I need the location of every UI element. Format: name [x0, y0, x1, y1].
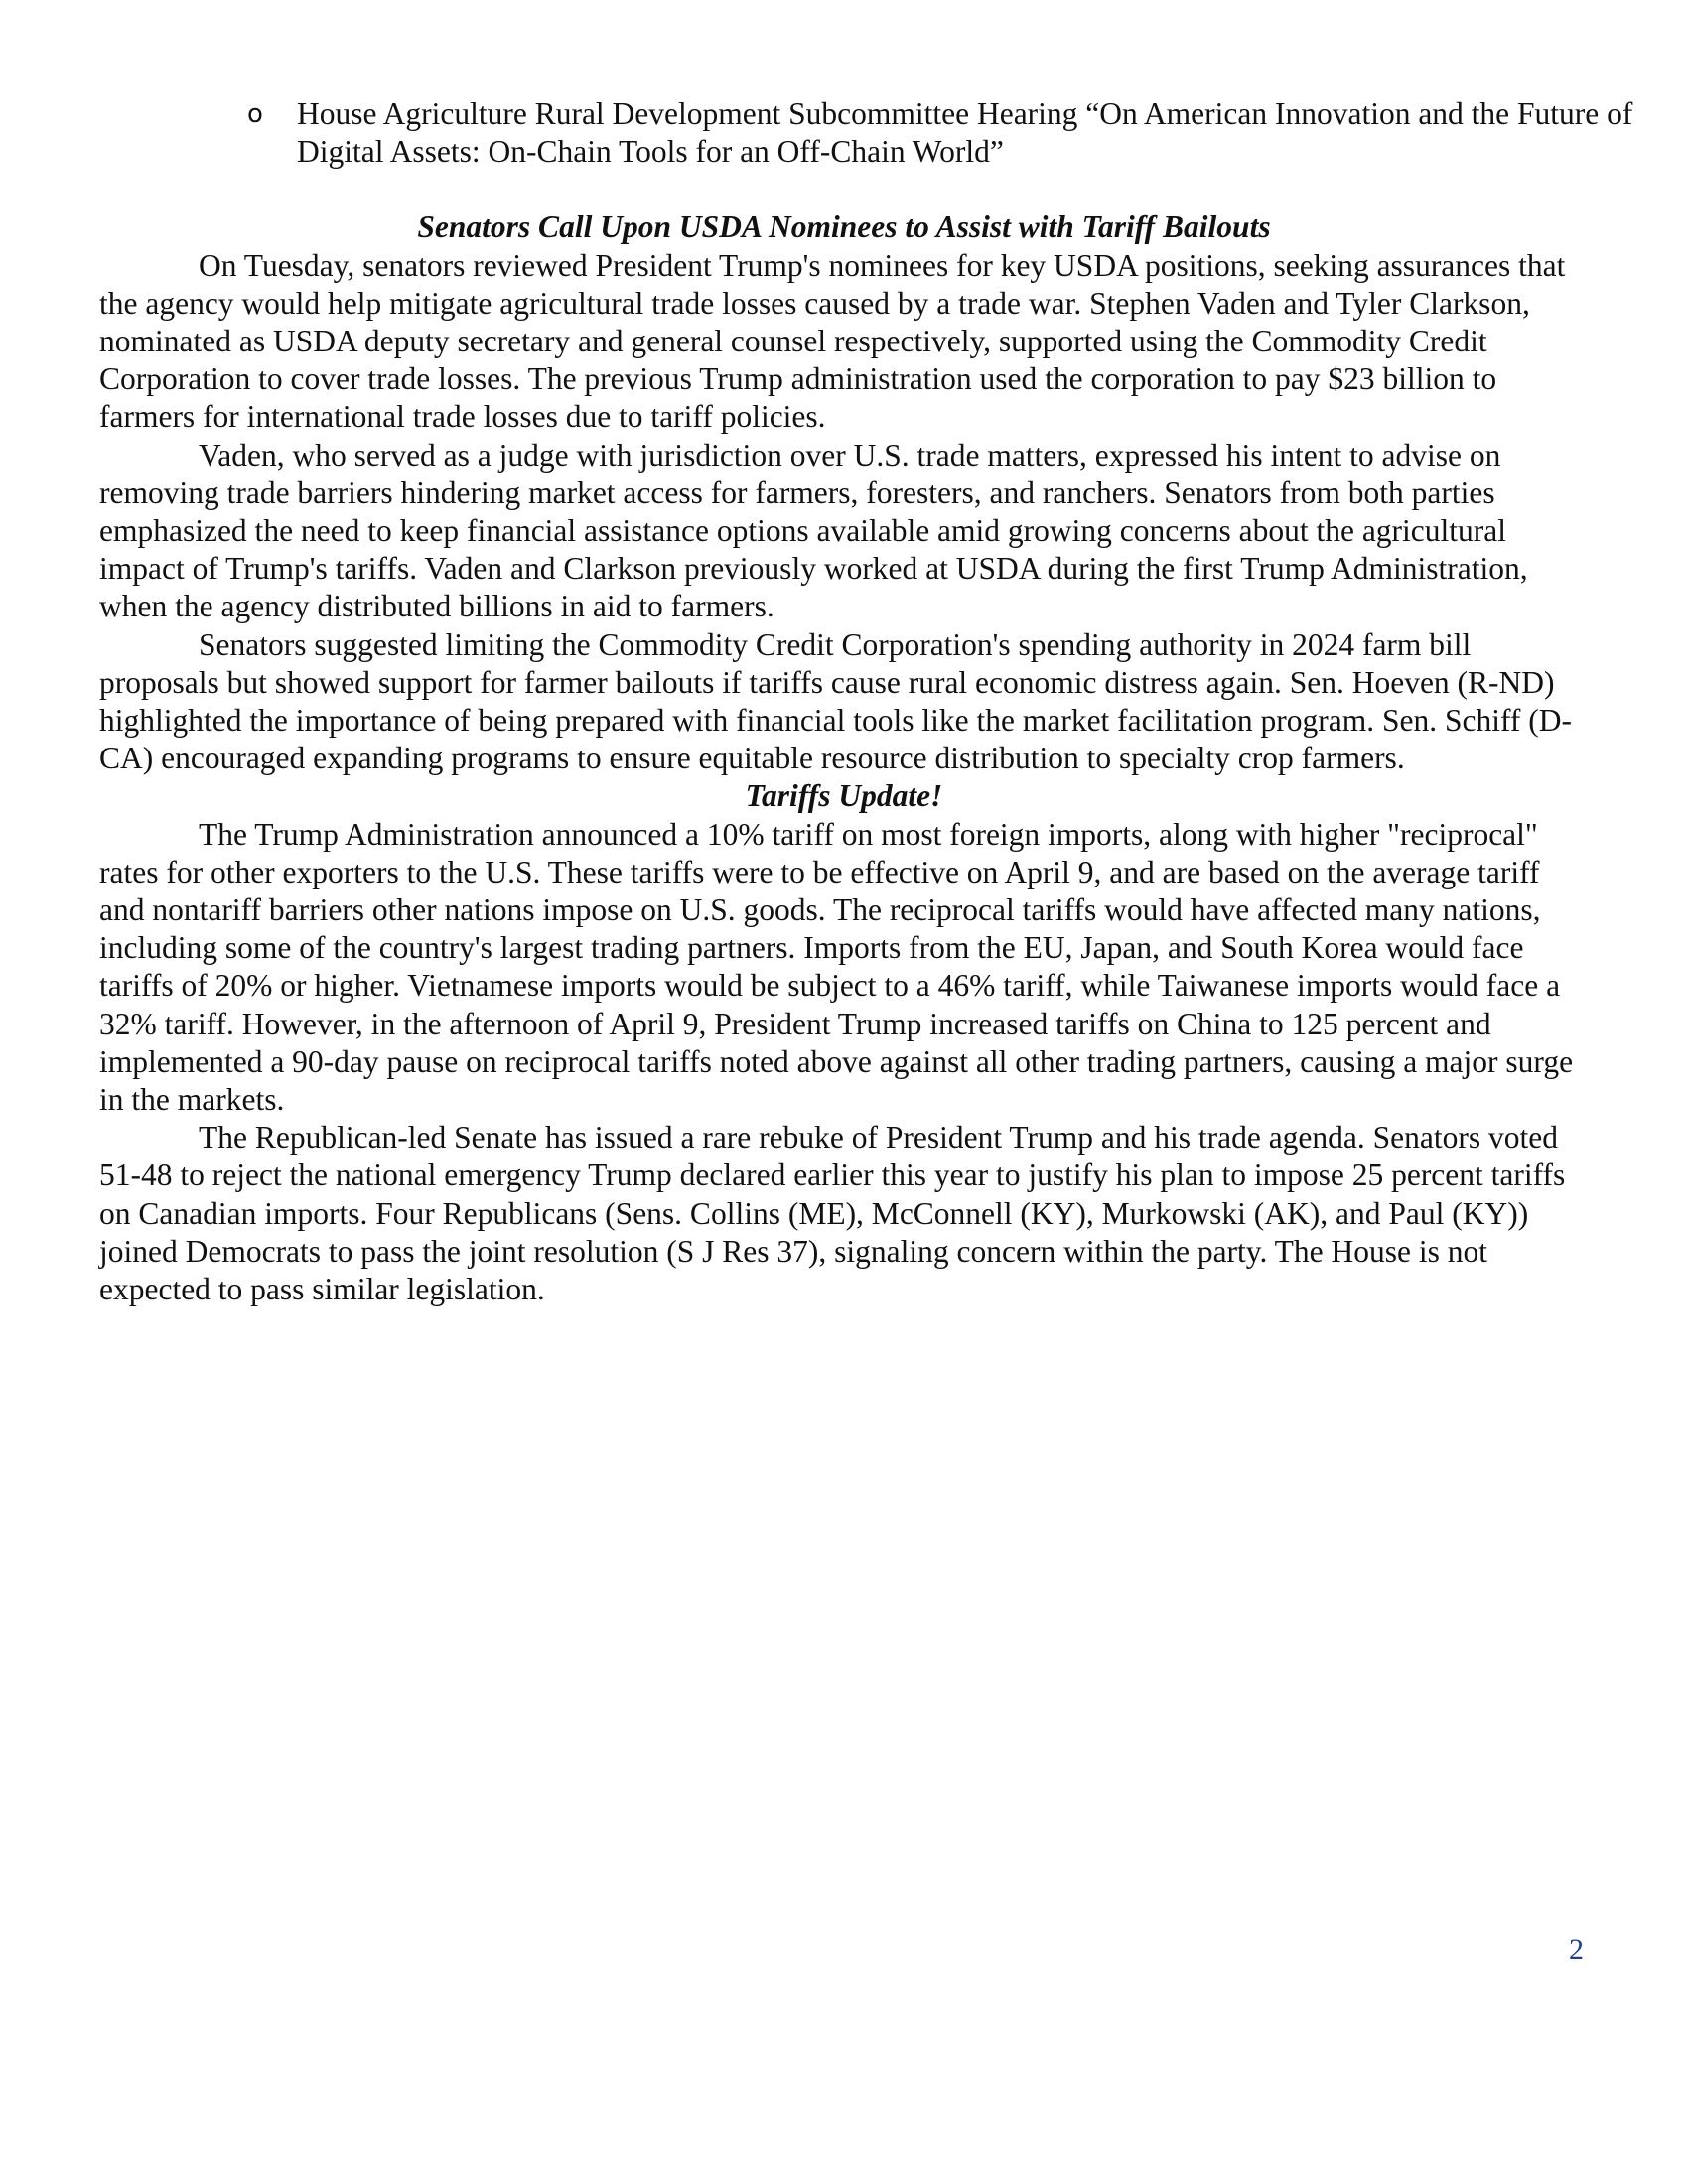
list-item-hearing — [247, 95, 1687, 171]
section-heading-tariffs-update: Tariffs Update! — [745, 778, 943, 814]
paragraph: The Republican-led Senate has issued a rare rebuke of President Trump and his trade agenda. Senators voted 51-48 to reject the national emergency Trump declared earlier this year to justify his plan to impose 25 percent tariffs on Canadian imports. Four Republicans (Sens. Collins (ME), McConnell (KY), Murkowski (AK), and Paul (KY)) joined Democrats to pass the joint resolution (S J Res 37), signaling concern within the party. The House is not expected to pass similar legislation. — [99, 1120, 1566, 1307]
document-body — [99, 95, 1633, 1308]
bullet-text: House Agriculture Rural Development Subcommittee Hearing “On American Innovation and the Future of Digital Assets: On-Chain Tools for an Off-Chain World” — [297, 96, 1633, 170]
paragraph: The Trump Administration announced a 10% tariff on most foreign imports, along with higher "reciprocal" rates for other exporters to the U.S. These tariffs were to be effective on April 9, and are based on the average tariff and nontariff barriers other nations impose on U.S. goods. The reciprocal tariffs would have affected many nations, including some of the country's largest trading partners. Imports from the EU, Japan, and South Korea would face tariffs of 20% or higher. Vietnamese imports would be subject to a 46% tariff, while Taiwanese imports would face a 32% tariff. However, in the afternoon of April 9, President Trump increased tariffs on China to 125 percent and implemented a 90-day pause on reciprocal tariffs noted above against all other trading partners, causing a major surge in the markets. — [99, 816, 1574, 1118]
page-number: 2 — [1569, 1933, 1584, 1966]
paragraph: On Tuesday, senators reviewed President Trump's nominees for key USDA positions, seeking assurances that the agency would help mitigate agricultural trade losses caused by a trade war. Stephen Vaden and Tyler Clarkson, nominated as USDA deputy secretary and general counsel respectively, supported using the Commodity Credit Corporation to cover trade losses. The previous Trump administration used the corporation to pay $23 billion to farmers for international trade losses due to tariff policies. — [99, 247, 1566, 435]
bullet-circle-icon: o — [247, 99, 263, 129]
section-heading-usda-nominees: Senators Call Upon USDA Nominees to Assist with Tariff Bailouts — [417, 209, 1271, 245]
paragraph: Vaden, who served as a judge with jurisdiction over U.S. trade matters, expressed his intent to advise on removing trade barriers hindering market access for farmers, foresters, and ranchers. Senators from both parties emphasized the need to keep financial assistance options available amid growing concerns about the agricultural impact of Trump's tariffs. Vaden and Clarkson previously worked at USDA during the first Trump Administration, when the agency distributed billions in aid to farmers. — [99, 437, 1528, 624]
paragraph: Senators suggested limiting the Commodity Credit Corporation's spending authority in 2024 farm bill proposals but showed support for farmer bailouts if tariffs cause rural economic distress again. Sen. Hoeven (R-ND) highlighted the importance of being prepared with financial tools like the market facilitation program. Sen. Schiff (D-CA) encouraged expanding programs to ensure equitable resource distribution to specialty crop farmers. — [99, 626, 1572, 776]
